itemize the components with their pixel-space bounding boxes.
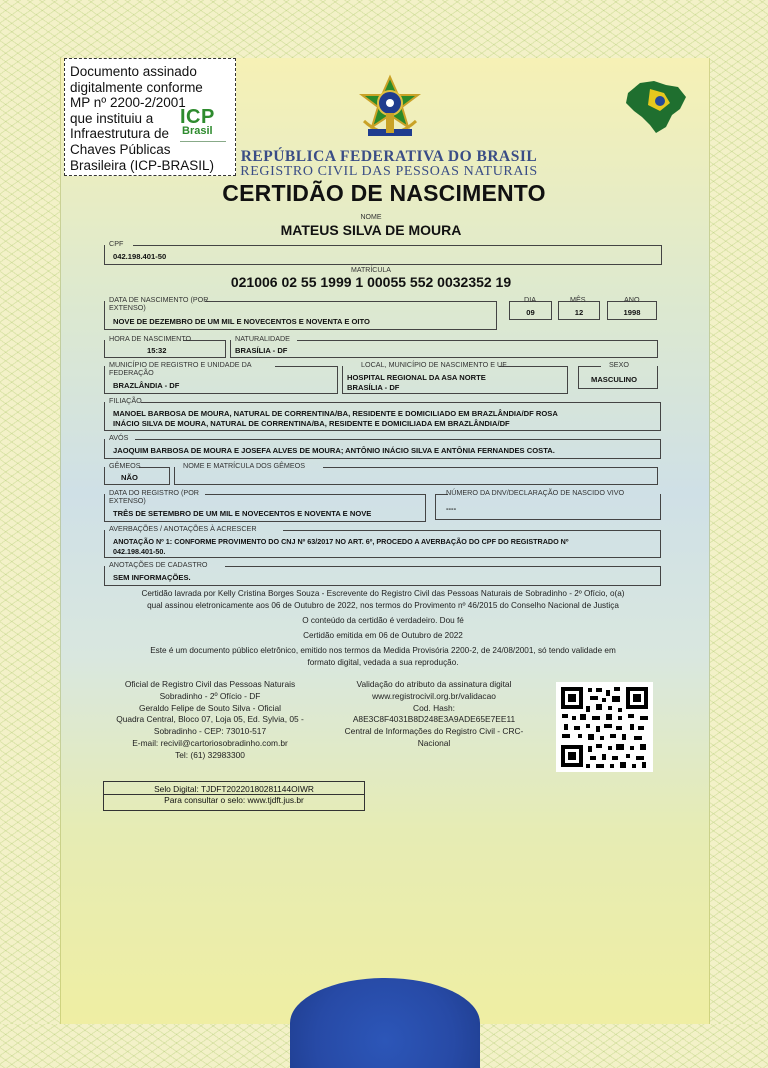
filiation-line-1: MANOEL BARBOSA DE MOURA, NATURAL DE CORRENTINA/BA, RESIDENTE E DOMICILIADO EM BRAZLÂNDIA/DF ROSA (113, 409, 558, 418)
certification-statement (104, 588, 662, 611)
qr-code-icon[interactable] (556, 682, 653, 772)
republic-title: REPÚBLICA FEDERATIVA DO BRASIL (240, 148, 538, 165)
office-line-1: Oficial de Registro Civil das Pessoas Naturais (124, 679, 296, 689)
validation-line-1: Validação do atributo da assinatura digital (356, 679, 512, 689)
naturalidade-label: NATURALIDADE (235, 334, 290, 343)
annotations-field (104, 524, 661, 558)
matricula-label: MATRÍCULA (351, 267, 391, 274)
birth-date-label: DATA DE NASCIMENTO (POR EXTENSO) (109, 295, 209, 312)
annotations-line-2: 042.198.401-50. (113, 547, 166, 556)
registry-notes-label: ANOTAÇÕES DE CADASTRO (109, 560, 208, 569)
birth-year-value: 1998 (623, 308, 641, 317)
naturalidade-value: BRASÍLIA - DF (235, 346, 288, 355)
registry-notes-field (104, 560, 661, 586)
registry-municipality-value: BRAZLÂNDIA - DF (113, 381, 180, 390)
office-line-2: Sobradinho - 2º Ofício - DF (159, 690, 261, 701)
birth-day-label: DIA (524, 295, 536, 304)
issue-date-statement: Certidão emitida em 06 de Outubro de 2022 (303, 631, 463, 640)
twins-names-field (174, 461, 658, 485)
crc-line-1: Central de Informações do Registro Civil - CRC- (344, 726, 524, 737)
naturalidade-field (230, 334, 658, 358)
birth-year-label: ANO (624, 295, 640, 304)
validation-url[interactable]: www.registrocivil.org.br/validacao (372, 690, 496, 701)
twins-label: GÊMEOS (109, 461, 141, 470)
certification-line-2: qual assinou eletronicamente aos 06 de Outubro de 2022, nos termos do Provimento nº 46/2015 do Conselho Nacional de Justiça (147, 600, 619, 610)
birth-place-label: LOCAL, MUNICÍPIO DE NASCIMENTO E UF (361, 360, 507, 369)
cpf-field (104, 239, 662, 265)
grandparents-field (104, 433, 661, 459)
electronic-notice-line-2: formato digital, vedada a sua reprodução. (307, 657, 459, 667)
cpf-label: CPF (109, 239, 124, 248)
registry-office-info (100, 679, 320, 762)
crc-line-2: Nacional (417, 737, 451, 748)
filiation-field (104, 396, 661, 431)
truth-statement: O conteúdo da certidão é verdadeiro. Dou fé (302, 616, 464, 625)
hash-value: A8E3C8F4031B8D248E3A9ADE65E7EE11 (352, 714, 516, 725)
nome-value: MATEUS SILVA DE MOURA (280, 222, 462, 238)
digital-seal-code: Selo Digital: TJDFT20220180281144OIWR (104, 782, 364, 795)
office-line-5: Sobradinho - CEP: 73010-517 (153, 726, 267, 737)
filiation-line-2: INÁCIO SILVA DE MOURA, NATURAL DE CORRENTINA/BA, RESIDENTE E DOMICILIADA EM BRAZLÂNDIA/DF (113, 419, 510, 428)
signature-validation-info (328, 679, 540, 750)
brazil-map-icon (620, 75, 690, 137)
sex-value: MASCULINO (591, 375, 637, 384)
registry-municipality-field (104, 360, 338, 394)
hash-label: Cod. Hash: (413, 702, 455, 713)
signature-notice-text: Documento assinado digitalmente conforme MP nº 2200-2/2001 que instituiu a Infraestrutura de Chaves Públicas Brasileira (ICP-BRASIL) (70, 64, 215, 173)
birth-day-box (509, 295, 552, 320)
birth-year-box (607, 295, 657, 320)
birth-month-value: 12 (574, 308, 584, 317)
electronic-notice-line-1: Este é um documento público eletrônico, emitido nos termos da Medida Provisória 2200-2, de 24/08/2001, só tendo validade em (150, 646, 616, 655)
dnv-label: NÚMERO DA DNV/DECLARAÇÃO DE NASCIDO VIVO (446, 488, 625, 497)
birth-month-box (558, 295, 600, 320)
annotations-label: AVERBAÇÕES / ANOTAÇÕES À ACRESCER (109, 524, 257, 533)
birth-place-value-2: BRASÍLIA - DF (347, 383, 400, 392)
birth-time-field (104, 334, 226, 358)
registry-notes-value: SEM INFORMAÇÕES. (113, 573, 191, 582)
grandparents-value: JAOQUIM BARBOSA DE MOURA E JOSEFA ALVES DE MOURA; ANTÔNIO INÁCIO SILVA E ANTÔNIA FERNANDES COSTA. (113, 446, 555, 455)
icp-logo-subword: Brasil (182, 125, 213, 137)
dnv-value: ---- (446, 504, 457, 513)
birth-month-label: MÊS (570, 295, 586, 304)
twins-value: NÃO (121, 473, 138, 482)
filiation-label: FILIAÇÃO (109, 396, 142, 405)
birth-date-value: NOVE DE DEZEMBRO DE UM MIL E NOVECENTOS E NOVENTA E OITO (113, 317, 370, 326)
official-seal-emblem (290, 978, 480, 1068)
page-title: CERTIDÃO DE NASCIMENTO (222, 180, 546, 206)
nome-label: NOME (360, 214, 382, 221)
birth-day-value: 09 (526, 308, 535, 317)
annotations-line-1: ANOTAÇÃO Nº 1: CONFORME PROVIMENTO DO CNJ Nº 63/2017 NO ART. 6º, PROCEDO A AVERBAÇÃO DO CPF DO REGISTRADO Nº (113, 537, 569, 546)
cpf-value: 042.198.401-50 (113, 252, 167, 261)
electronic-document-notice (104, 645, 662, 668)
digital-seal-box (103, 781, 365, 811)
office-email: E-mail: recivil@cartoriosobradinho.com.br (132, 737, 288, 748)
birth-place-value-1: HOSPITAL REGIONAL DA ASA NORTE (347, 373, 486, 382)
registry-title: REGISTRO CIVIL DAS PESSOAS NATURAIS (240, 164, 538, 179)
dnv-field (435, 488, 661, 520)
registration-date-value: TRÊS DE SETEMBRO DE UM MIL E NOVECENTOS E NOVENTA E NOVE (113, 509, 372, 518)
icp-logo-word: ICP (180, 106, 215, 128)
registration-date-field (104, 488, 426, 522)
twins-names-label: NOME E MATRÍCULA DOS GÊMEOS (183, 461, 306, 470)
coat-of-arms-icon (354, 73, 426, 145)
office-line-3: Geraldo Felipe de Souto Silva - Oficial (139, 702, 281, 713)
birth-date-field (104, 295, 497, 330)
digital-seal-lookup[interactable]: Para consultar o selo: www.tjdft.jus.br (164, 795, 304, 805)
certification-line-1: Certidão lavrada por Kelly Cristina Borges Souza - Escrevente do Registro Civil das Pessoas Naturais de Sobradinho - 2º Ofício, o(a) (141, 589, 625, 598)
office-phone: Tel: (61) 32983300 (175, 749, 245, 760)
office-line-4: Quadra Central, Bloco 07, Loja 05, Ed. Sylvia, 05 - (116, 714, 304, 725)
sex-field (578, 360, 658, 389)
birth-time-value: 15:32 (147, 346, 167, 355)
birth-time-label: HORA DE NASCIMENTO (109, 334, 192, 343)
registry-municipality-label: MUNICÍPIO DE REGISTRO E UNIDADE DA FEDERAÇÃO (109, 360, 252, 377)
birth-place-field (342, 360, 568, 394)
twins-field (104, 461, 170, 485)
matricula-value: 021006 02 55 1999 1 00055 552 0032352 19 (230, 274, 512, 290)
grandparents-label: AVÓS (109, 433, 129, 442)
sex-label: SEXO (609, 360, 629, 369)
registration-date-label: DATA DO REGISTRO (POR EXTENSO) (109, 488, 199, 505)
